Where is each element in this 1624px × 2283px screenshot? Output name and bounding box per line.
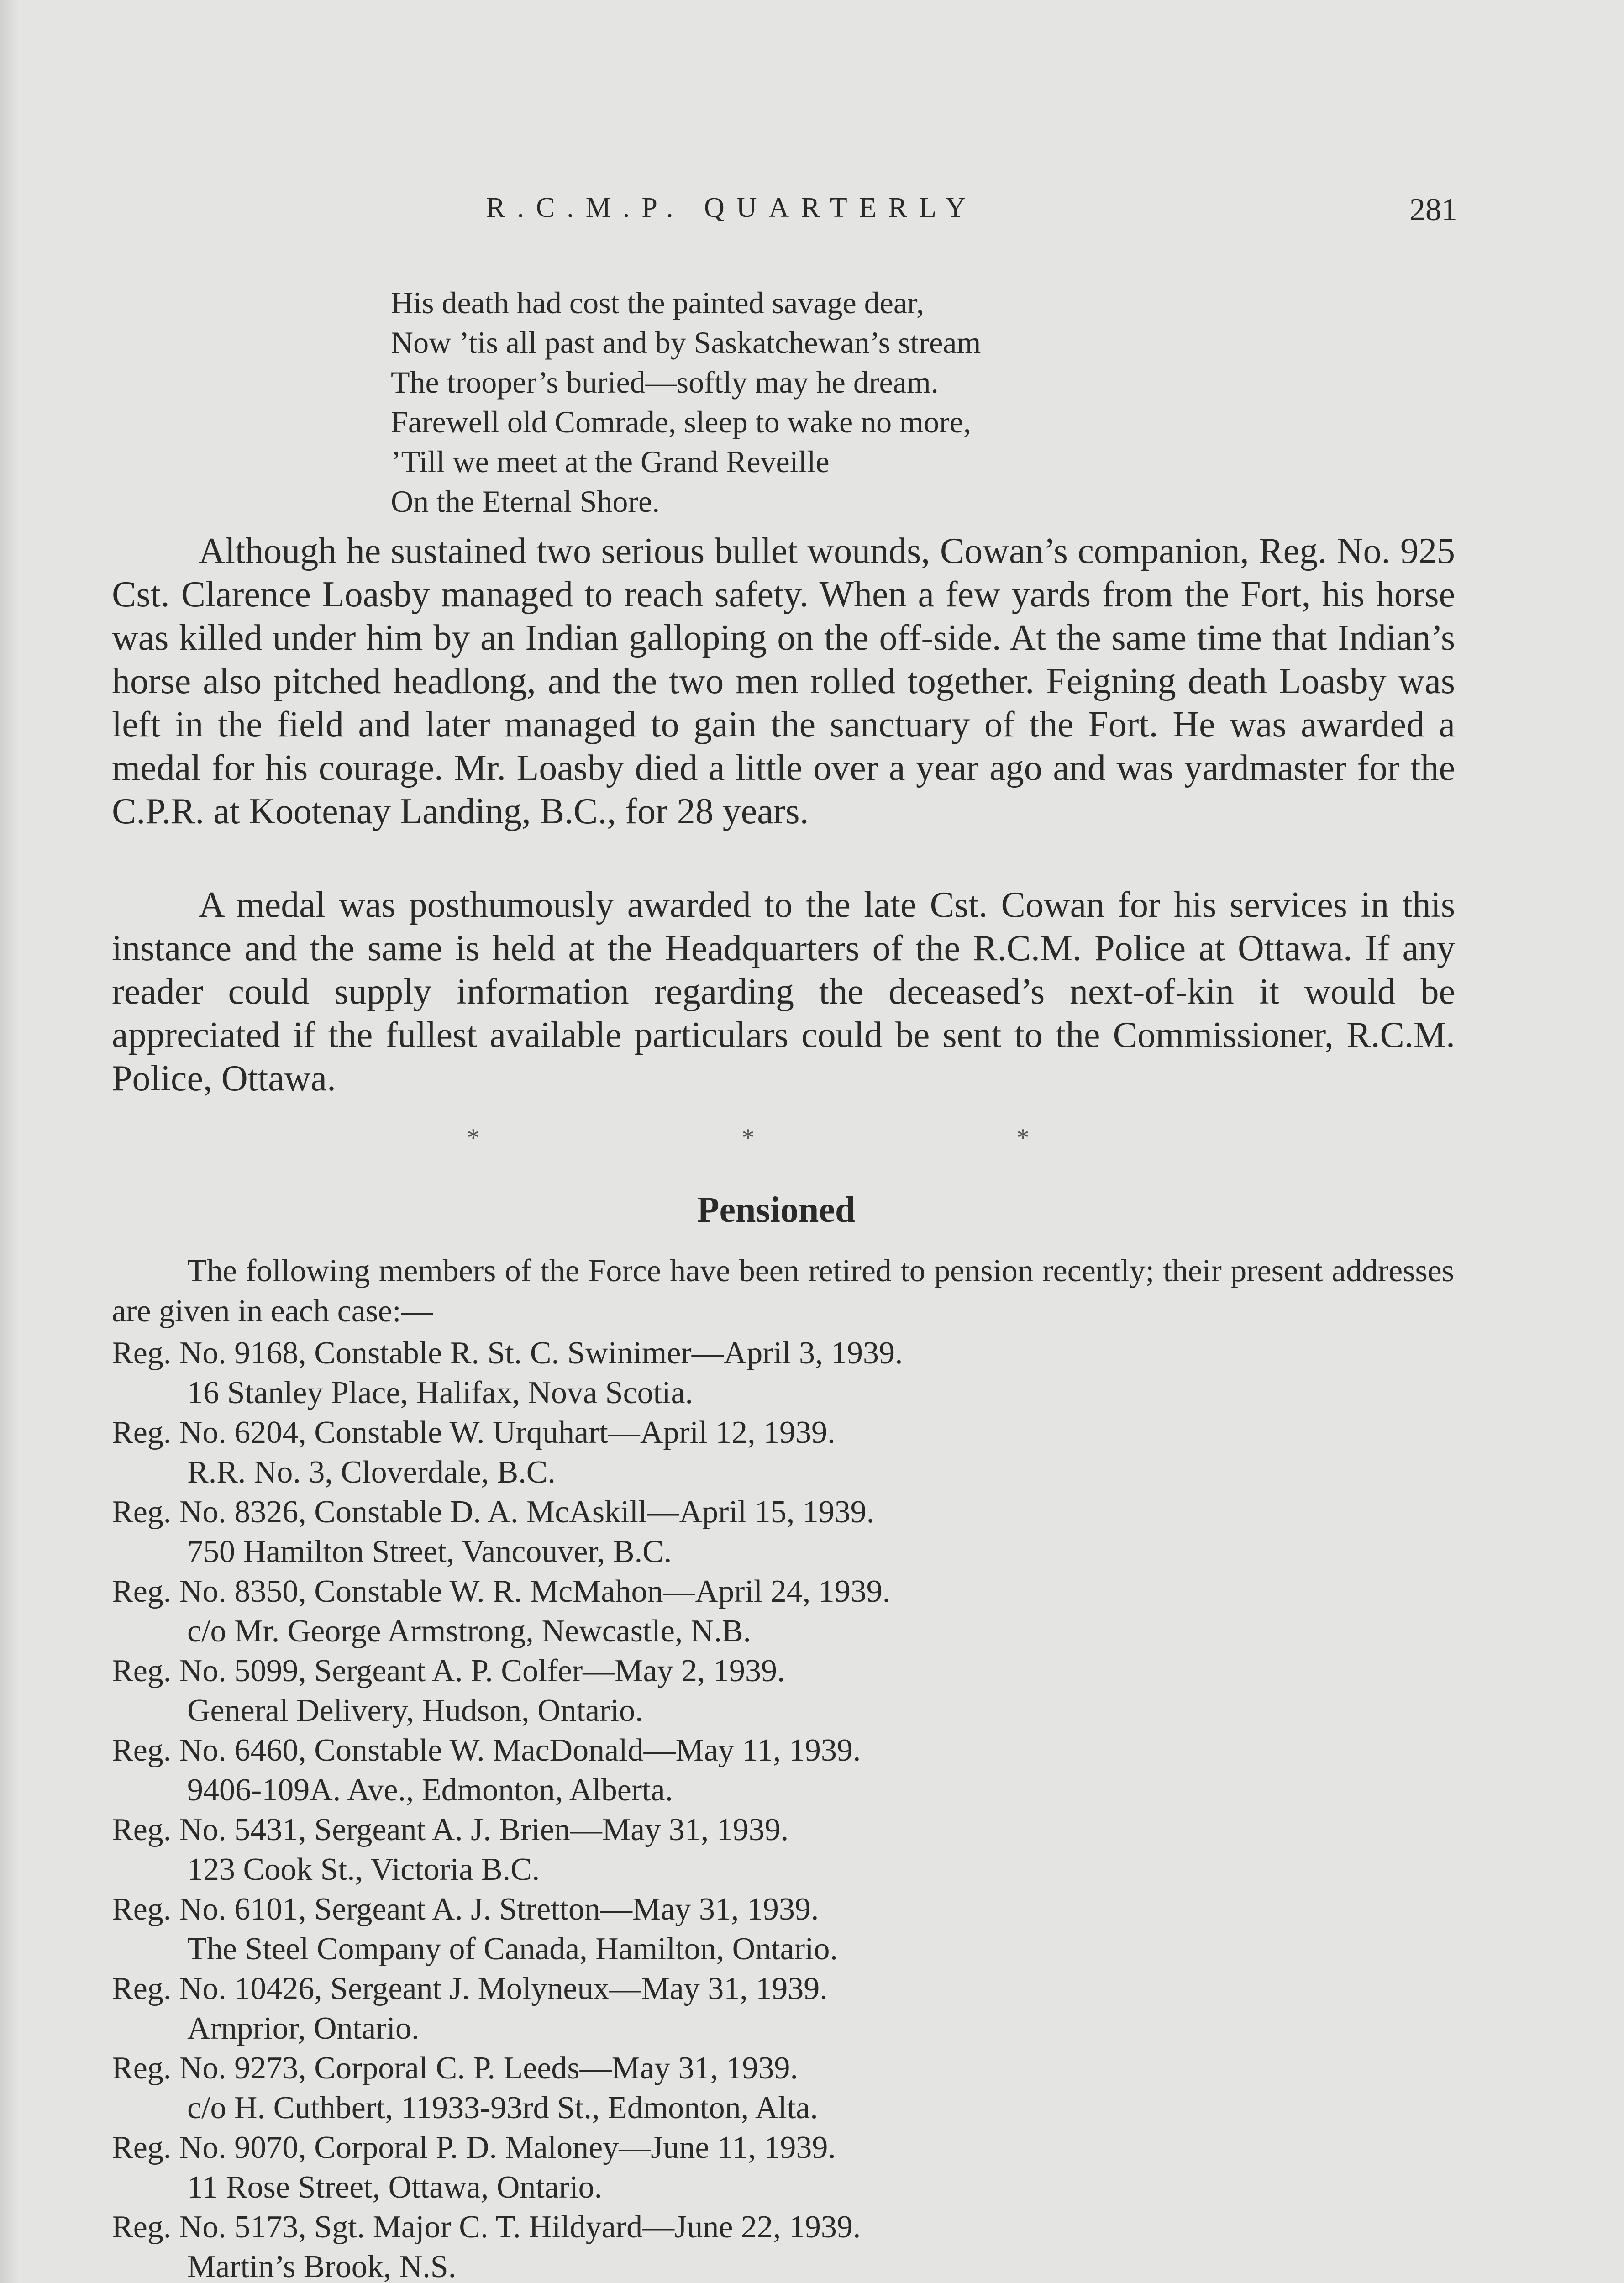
pensioner-entry: Reg. No. 10426, Sergeant J. Molyneux—May 31, 1939. [112, 1971, 828, 2006]
list-item [112, 1413, 1436, 1492]
body-paragraph-loasby: Although he sustained two serious bullet wounds, Cowan’s companion, Reg. No. 925 Cst. Clarence Loasby managed to reach safety. When a few yards from the Fort, his horse was killed under him by an Indian galloping on the off-side. At the same time that Indian’s horse also pitched headlong, and the two men rolled together. Feigning death Loasby was left in the field and later managed to gain the sanctuary of the Fort. He was awarded a medal for his courage. Mr. Loasby died a little over a year ago and was yardmaster for the C.P.R. at Kootenay Landing, B.C., for 28 years. [112, 531, 1455, 831]
pensioner-address: 9406-109A. Ave., Edmonton, Alberta. [187, 1773, 673, 1808]
section-intro: The following members of the Force have been retired to pension recently; their present addresses are given in each case:— [112, 1253, 1454, 1329]
pensioner-entry: Reg. No. 6101, Sergeant A. J. Stretton—May 31, 1939. [112, 1892, 819, 1927]
poem-line: His death had cost the painted savage dear, [391, 285, 924, 320]
pensioner-address: c/o H. Cuthbert, 11933-93rd St., Edmonton, Alta. [187, 2090, 818, 2125]
body-paragraph-medal: A medal was posthumously awarded to the late Cst. Cowan for his services in this instance and the same is held at the Headquarters of the R.C.M. Police at Ottawa. If any reader could supply information regarding the deceased’s next-of-kin it would be appreciated if the fullest available particulars could be sent to the Commissioner, R.C.M. Police, Ottawa. [112, 885, 1455, 1099]
list-item [112, 1572, 1436, 1651]
poem-line: The trooper’s buried—softly may he dream. [391, 365, 939, 400]
pensioner-entry: Reg. No. 6460, Constable W. MacDonald—May 11, 1939. [112, 1733, 861, 1768]
pensioner-entry: Reg. No. 5431, Sergeant A. J. Brien—May 31, 1939. [112, 1812, 789, 1847]
section-title: Pensioned [697, 1190, 856, 1230]
poem [391, 283, 981, 521]
pensioner-address: 16 Stanley Place, Halifax, Nova Scotia. [187, 1375, 694, 1410]
pensioner-address: R.R. No. 3, Cloverdale, B.C. [187, 1455, 556, 1490]
pensioner-address: General Delivery, Hudson, Ontario. [187, 1693, 643, 1728]
page-header [0, 192, 1624, 237]
list-item [112, 2207, 1436, 2283]
list-item [112, 1492, 1436, 1572]
pensioner-entry: Reg. No. 5173, Sgt. Major C. T. Hildyard—June 22, 1939. [112, 2209, 861, 2245]
list-item [112, 1333, 1436, 1413]
page-number: 281 [1409, 192, 1457, 227]
pensioner-entry: Reg. No. 8350, Constable W. R. McMahon—April 24, 1939. [112, 1574, 891, 1609]
running-head: R.C.M.P. QUARTERLY [486, 192, 978, 223]
poem-line: Now ’tis all past and by Saskatchewan’s stream [391, 325, 981, 360]
pensioner-address: 123 Cook St., Victoria B.C. [187, 1852, 540, 1887]
poem-line: On the Eternal Shore. [391, 484, 660, 519]
pensioner-entry: Reg. No. 5099, Sergeant A. P. Colfer—May 2, 1939. [112, 1653, 785, 1689]
pensioner-address: Martin’s Brook, N.S. [187, 2249, 457, 2283]
pensioner-address: Arnprior, Ontario. [187, 2011, 420, 2046]
pensioner-entry: Reg. No. 9168, Constable R. St. C. Swinimer—April 3, 1939. [112, 1336, 903, 1371]
pensioner-entry: Reg. No. 8326, Constable D. A. McAskill—April 15, 1939. [112, 1494, 875, 1530]
pensioner-address: 750 Hamilton Street, Vancouver, B.C. [187, 1534, 672, 1569]
list-item [112, 1731, 1436, 1810]
list-item [112, 2048, 1436, 2128]
list-item [112, 1651, 1436, 1731]
list-item [112, 1810, 1436, 1889]
list-item [112, 1969, 1436, 2048]
poem-line: Farewell old Comrade, sleep to wake no more, [391, 405, 971, 439]
section-separator: * * * [467, 1124, 1157, 1152]
pensioner-address: 11 Rose Street, Ottawa, Ontario. [187, 2170, 603, 2205]
list-item [112, 1889, 1436, 1969]
pensioner-entry: Reg. No. 9273, Corporal C. P. Leeds—May 31, 1939. [112, 2051, 798, 2086]
poem-line: ’Till we meet at the Grand Reveille [391, 444, 830, 479]
pensioner-entry: Reg. No. 6204, Constable W. Urquhart—April 12, 1939. [112, 1415, 836, 1450]
pensioner-address: c/o Mr. George Armstrong, Newcastle, N.B. [187, 1614, 752, 1649]
pensioner-entry: Reg. No. 9070, Corporal P. D. Maloney—June 11, 1939. [112, 2130, 836, 2165]
list-item [112, 2128, 1436, 2207]
pensioner-address: The Steel Company of Canada, Hamilton, Ontario. [187, 1931, 838, 1967]
pensioner-list [112, 1333, 1436, 2283]
